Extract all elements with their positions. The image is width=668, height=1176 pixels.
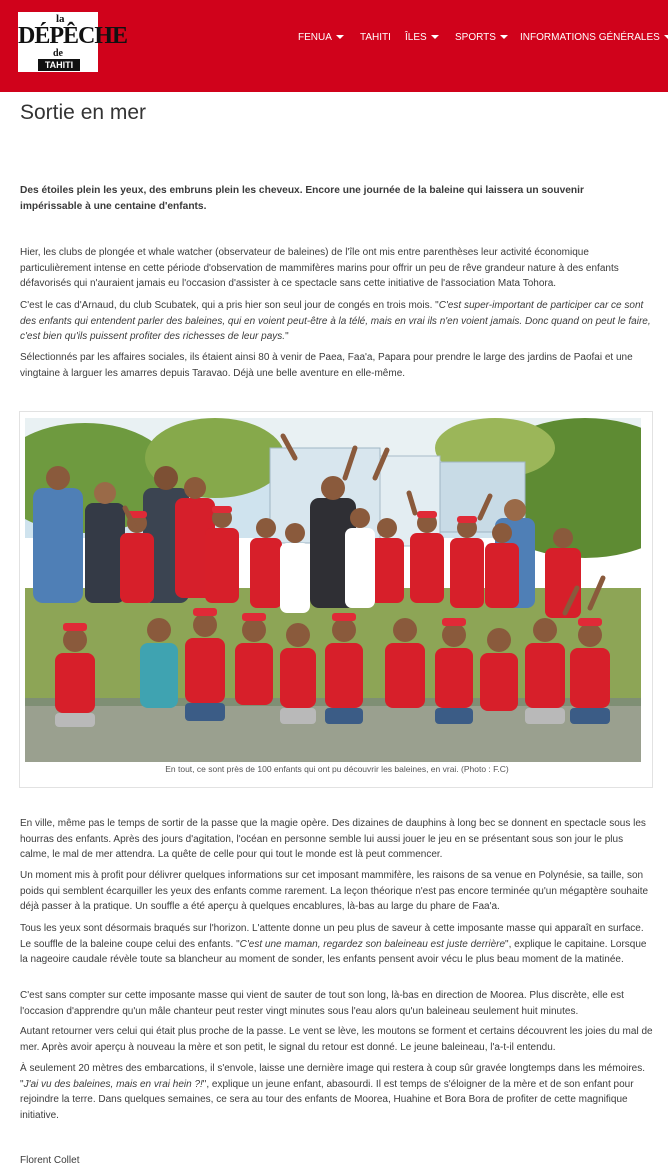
paragraph-quote: C'est super-important de participer car ce sont des enfants qui entendent parler des baleines, qui en voient peut-être à la télé, mais en vrai ils n'en voient jamais. Donc quand on peut le faire, c'est bien qu'ils puissent profiter des richesses de leur pays. — [20, 300, 651, 342]
site-logo[interactable] — [18, 12, 128, 72]
paragraph-text: À seulement 20 mètres des embarcations, il s'envole, laisse une dernière image qui restera à coup sûr gravée longtemps dans les mémoires. " — [20, 1063, 646, 1090]
paragraph-text: ", explique le capitaine. Lorsque la nageoire caudale révèle toute sa blancheur au moment de sonder, les enfants pensent avoir vécu le plus beau moment de la matinée. — [20, 938, 647, 965]
paragraph-text: C'est le cas d'Arnaud, du club Scubatek, qui a pris hier son seul jour de congés en trois mois. " — [20, 300, 439, 311]
site-header — [0, 0, 668, 92]
paragraph-quote: C'est une maman, regardez son baleineau est juste derrière — [239, 938, 506, 950]
article-paragraph-1: Hier, les clubs de plongée et whale watcher (observateur de baleines) de l'île ont mis entre parenthèses leur activité économique particulièrement intense en cette période d'observation de mammifères marins pour offrir un peu de rêve grandeur nature à des enfants défavorisés qui n'auraient jamais eu l'occasion d'assister à ce spectacle sans cette initiative de l'association Mata Tohora. — [20, 247, 619, 289]
logo-la: la — [56, 13, 65, 25]
paragraph-quote: J'ai vu des baleines, mais en vrai hein ?! — [23, 1078, 203, 1090]
paragraph-text: ", explique un jeune enfant, abasourdi. Il est temps de s'éloigner de la mère et de son enfant pour rejoindre la terre. Dans quelques semaines, ce sera au tour des enfants de Moorea, Huahine et Bora Bora de profiter de cette magnifique initiative. — [20, 1078, 634, 1121]
chevron-down-icon — [336, 35, 344, 39]
article-author: Florent Collet — [20, 1155, 80, 1166]
nav-item-fenua-label: FENUA — [298, 32, 332, 43]
logo-wordmark: DÉPÊCHE — [18, 23, 128, 49]
article-paragraph-5: Un moment mis à profit pour délivrer quelques informations sur cet imposant mammifère, les raisons de sa venue en Polynésie, sa taille, son poids qui semblent écarquiller les yeux des enfants comme rarement. La leçon théorique n'est pas encore terminée qu'un mégaptère souhaite déjà passer à la pratique. Un souffle a été aperçu à quelques encablures, là-bas au large du phare de Faa'a. — [20, 870, 649, 912]
chevron-down-icon — [664, 35, 668, 39]
nav-item-fenua[interactable] — [298, 30, 344, 46]
page-title: Sortie en mer — [20, 101, 147, 124]
chevron-down-icon — [500, 35, 508, 39]
article-paragraph-4: En ville, même pas le temps de sortir de la passe que la magie opère. Des dizaines de dauphins à long bec se donnent en spectacle sous les hourras des enfants. Après des jours d'agitation, l'océan en personne semble lui aussi jouer le jeu en se présentant sous son jour le plus calme, le mal de mer attendra. La quête de celle pour qui tout le monde est là peut commencer. — [20, 818, 646, 860]
article-figure — [19, 411, 653, 788]
nav-item-tahiti-label: TAHITI — [360, 32, 391, 43]
logo-de: de — [53, 48, 63, 59]
article-paragraph-8: Autant retourner vers celui qui était plus proche de la passe. Le vent se lève, les moutons se forment et certains découvrent les joies du mal de mer. Après avoir aperçu à nouveau la mère et son petit, le signal du retour est donné. Le jeune baleineau, l'a-t-il entendu. — [20, 1026, 653, 1053]
nav-item-sports[interactable] — [455, 30, 508, 46]
article-paragraph-7: C'est sans compter sur cette imposante masse qui vient de sauter de tout son long, là-bas en direction de Moorea. Plus discrète, elle est l'occasion d'apprendre qu'un mâle chanteur peut rester vingt minutes sous l'eau alors qu'un baleineau seulement huit minutes. — [20, 990, 624, 1017]
nav-item-informations-label: INFORMATIONS GÉNÉRALES — [520, 32, 660, 43]
article-lede: Des étoiles plein les yeux, des embruns plein les cheveux. Encore une journée de la baleine qui laissera un souvenir impérissable à une centaine d'enfants. — [20, 185, 584, 212]
paragraph-text: " — [285, 331, 289, 342]
nav-item-sports-label: SPORTS — [455, 32, 496, 43]
photo-caption: En tout, ce sont près de 100 enfants qui ont pu découvrir les baleines, en vrai. (Photo : F.C) — [165, 764, 509, 774]
article-paragraph-2 — [20, 298, 654, 345]
nav-item-iles[interactable] — [405, 30, 439, 46]
nav-item-informations-generales[interactable] — [520, 30, 668, 46]
article-paragraph-9 — [20, 1061, 654, 1123]
nav-item-tahiti[interactable] — [360, 30, 391, 46]
chevron-down-icon — [431, 35, 439, 39]
children-group-photo-illustration — [25, 418, 641, 762]
logo-tahiti: TAHITI — [38, 59, 80, 71]
nav-item-iles-label: ÎLES — [405, 32, 427, 43]
group-photo[interactable] — [25, 418, 641, 762]
article-paragraph-3: Sélectionnés par les affaires sociales, ils étaient ainsi 80 à venir de Paea, Faa'a, Papara pour prendre le large des jardins de Paofai et une vingtaine à larguer les amarres depuis Taravao. Déjà une belle aventure en elle-même. — [20, 352, 633, 379]
article-paragraph-6 — [20, 921, 654, 968]
paragraph-text: Tous les yeux sont désormais braqués sur l'horizon. L'attente donne un peu plus de saveur à cette imposante masse qui apparaît en surface. Le souffle de la baleine coupe celui des enfants. " — [20, 923, 644, 950]
